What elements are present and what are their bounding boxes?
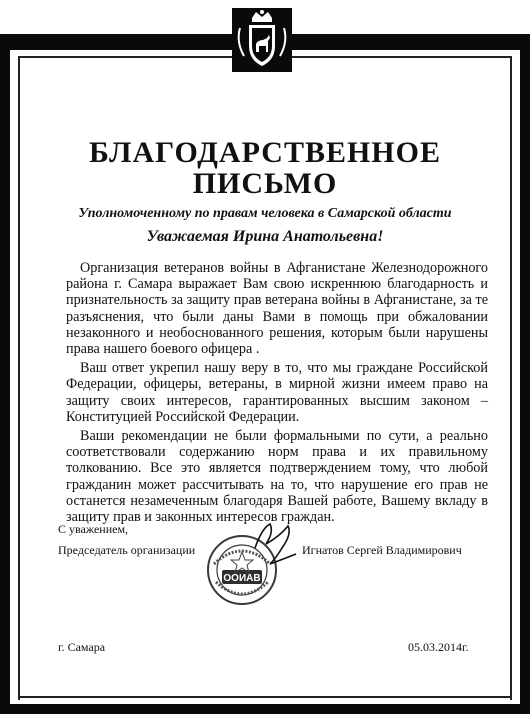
frame-band-bottom [0, 704, 530, 714]
paragraph-2: Ваш ответ укрепил нашу веру в то, что мы граждане Российской Федерации, офицеры, ветераны, в мирной жизни имеем право на защиту своих интересов, гарантированных высшим законом – Конституцией Российской Федерации. [66, 360, 488, 425]
chair-role: Председатель организации [58, 543, 196, 557]
city: г. Самара [58, 640, 106, 654]
title-line-2: ПИСЬМО [192, 167, 338, 200]
chair-name: Игнатов Сергей Владимирович [302, 543, 462, 557]
stamp-label: ООИАВ [223, 573, 261, 584]
closing: С уважением, [58, 522, 129, 536]
signature-icon [255, 524, 296, 564]
greeting: Уважаемая Ирина Анатольевна! [146, 228, 384, 245]
date: 05.03.2014г. [408, 640, 469, 654]
title-line-1: БЛАГОДАРСТВЕННОЕ [89, 136, 441, 169]
paragraph-1: Организация ветеранов войны в Афганистане Железнодорожного района г. Самара выражает Вам свою искреннюю благодарность и признательность за защиту прав ветерана войны в Афганистане, за те разъяснения, что были даны Вами в помощь при обжаловании незаконного и необоснованного решения, которым были нарушены права нашего боевого офицера . [66, 260, 488, 358]
coat-of-arms-icon [232, 8, 292, 72]
paragraph-3: Ваши рекомендации не были формальными по сути, а реально соответствовали содержанию норм права и их правильному толкованию. Все это является подтверждением тому, что любой гражданин может рассчитывать на то, что нарушение его прав не останется незамеченным благодаря Вашей работе, Вашему вкладу в защиту прав и законных интересов граждан. [66, 428, 488, 526]
frame-inner-line [18, 696, 512, 698]
letter-body [66, 260, 488, 528]
addressee: Уполномоченному по правам человека в Самарской области [78, 206, 452, 221]
seal-stamp-icon [200, 518, 300, 608]
